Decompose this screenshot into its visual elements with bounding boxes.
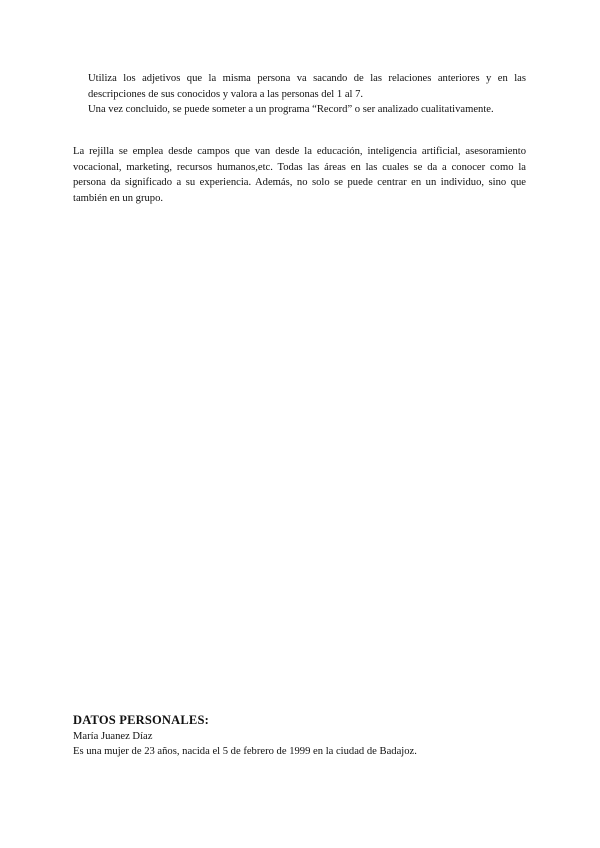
body-line-2: vocacional, marketing, recursos humanos,etc. Todas las áreas en las cuales se da a conocer como la xyxy=(73,161,526,173)
intro-line-1: Utiliza los adjetivos que la misma persona va sacando de las relaciones anteriores y en las xyxy=(88,73,526,84)
intro-line-3: Una vez concluido, se puede someter a un programa “Record” o ser analizado cualitativamente. xyxy=(88,104,494,115)
intro-line-2: descripciones de sus conocidos y valora a las personas del 1 al 7. xyxy=(88,88,364,100)
body-paragraph xyxy=(73,144,526,206)
personal-data-section xyxy=(73,729,526,759)
person-name: María Juanez Díaz xyxy=(73,731,153,742)
body-line-4: también en un grupo. xyxy=(73,192,164,204)
intro-paragraph xyxy=(88,71,526,118)
body-line-1: La rejilla se emplea desde campos que van desde la educación, inteligencia artificial, asesoramiento xyxy=(73,146,526,157)
body-line-3: persona da significado a su experiencia. Además, no solo se puede centrar en un individuo, sino que xyxy=(73,177,526,188)
personal-data-heading: DATOS PERSONALES: xyxy=(73,713,209,727)
person-description: Es una mujer de 23 años, nacida el 5 de febrero de 1999 en la ciudad de Badajoz. xyxy=(73,746,417,757)
